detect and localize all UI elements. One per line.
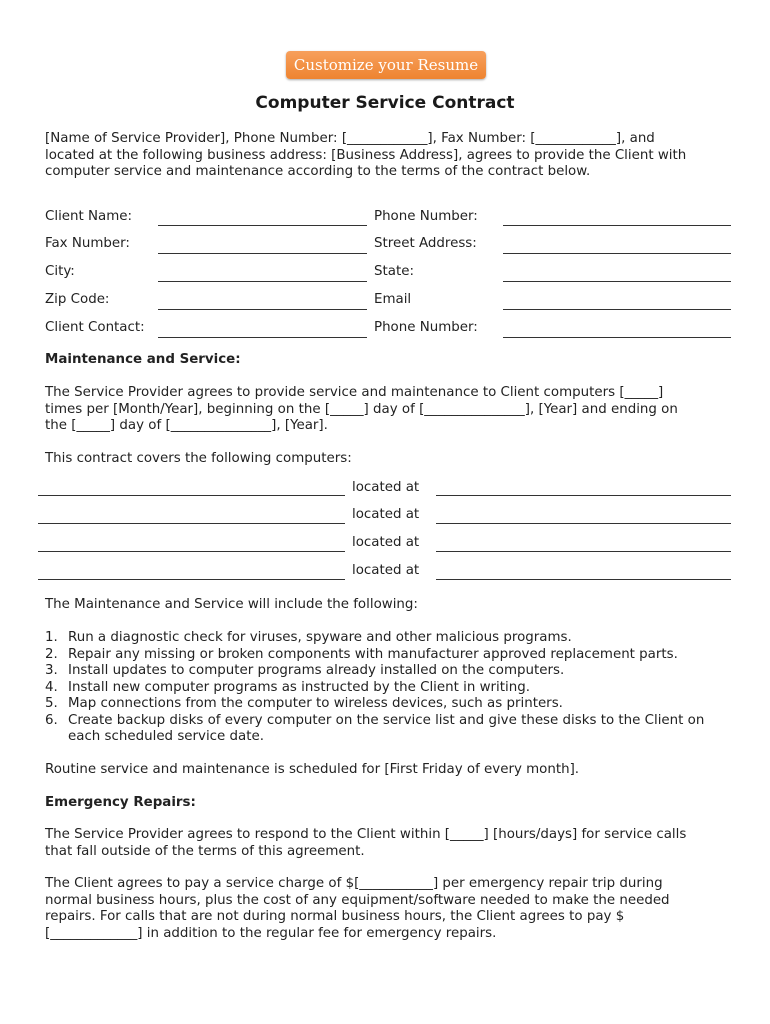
intro-line: computer service and maintenance according to the terms of the contract below. [45,164,591,179]
maintenance-line: The Service Provider agrees to provide service and maintenance to Client computers [_____] [45,385,664,400]
service-items-list [45,630,735,746]
maintenance-line: times per [Month/Year], beginning on the [_____] day of [_______________], [Year] and ending on [45,401,678,417]
zip-code-label: Zip Code: [45,292,110,307]
state-field[interactable] [503,281,731,282]
contact-phone-label: Phone Number: [374,320,478,335]
computer-location-field[interactable] [436,495,731,496]
client-name-field[interactable] [158,225,367,226]
email-field[interactable] [503,309,731,310]
emergency-paragraph-1 [45,827,735,860]
list-item: 3. Install updates to computer programs already installed on the computers. [45,663,565,678]
fax-number-label: Fax Number: [45,236,130,251]
located-at-label: located at [352,480,420,495]
computer-location-field[interactable] [436,579,731,580]
maintenance-heading: Maintenance and Service: [45,352,241,367]
contact-phone-field[interactable] [503,337,731,338]
intro-line: [Name of Service Provider], Phone Number: [____________], Fax Number: [____________], and [45,131,655,146]
intro-paragraph [45,131,735,181]
computer-name-field[interactable] [38,495,345,496]
located-at-label: located at [352,563,420,578]
emergency-line: [_____________] in addition to the regular fee for emergency repairs. [45,925,497,941]
emergency-paragraph-2 [45,876,735,942]
computer-name-field[interactable] [38,551,345,552]
list-item: 4. Install new computer programs as instructed by the Client in writing. [45,679,530,695]
city-field[interactable] [158,281,367,282]
emergency-line: The Client agrees to pay a service charge of $[___________] per emergency repair trip during [45,876,663,891]
emergency-line: repairs. For calls that are not during normal business hours, the Client agrees to pay $ [45,909,625,924]
maintenance-line: the [_____] day of [_______________], [Year]. [45,418,328,433]
emergency-heading: Emergency Repairs: [45,795,196,810]
customize-resume-button[interactable]: Customize your Resume [286,51,486,79]
computer-location-field[interactable] [436,523,731,524]
zip-code-field[interactable] [158,309,367,310]
maintenance-paragraph [45,385,735,435]
page-title: Computer Service Contract [255,93,515,113]
email-label: Email [374,292,412,307]
fax-number-field[interactable] [158,253,367,254]
emergency-line: normal business hours, plus the cost of any equipment/software needed to make the needed [45,892,670,908]
routine-text: Routine service and maintenance is scheduled for [First Friday of every month]. [45,762,580,777]
street-address-field[interactable] [503,253,731,254]
covers-text: This contract covers the following computers: [45,451,352,466]
list-item: 5. Map connections from the computer to wireless devices, such as printers. [45,696,563,711]
client-contact-field[interactable] [158,337,367,338]
client-name-label: Client Name: [45,209,133,224]
includes-text: The Maintenance and Service will include the following: [45,597,418,612]
located-at-label: located at [352,507,420,522]
phone-number-label: Phone Number: [374,209,478,224]
list-item: 2. Repair any missing or broken components with manufacturer approved replacement parts. [45,646,678,662]
street-address-label: Street Address: [374,236,477,251]
list-item: 1. Run a diagnostic check for viruses, spyware and other malicious programs. [45,630,572,645]
city-label: City: [45,264,75,279]
computer-location-field[interactable] [436,551,731,552]
located-at-label: located at [352,535,420,550]
phone-number-field[interactable] [503,225,731,226]
emergency-line: The Service Provider agrees to respond to the Client within [_____] [hours/days] for service calls [45,827,687,842]
computer-name-field[interactable] [38,523,345,524]
intro-line: located at the following business address: [Business Address], agrees to provide the Client with [45,147,687,163]
computer-name-field[interactable] [38,579,345,580]
list-item: 6. Create backup disks of every computer on the service list and give these disks to the Client on each scheduled service date. [45,712,705,744]
state-label: State: [374,264,414,279]
emergency-line: that fall outside of the terms of this agreement. [45,843,365,859]
client-contact-label: Client Contact: [45,320,145,335]
